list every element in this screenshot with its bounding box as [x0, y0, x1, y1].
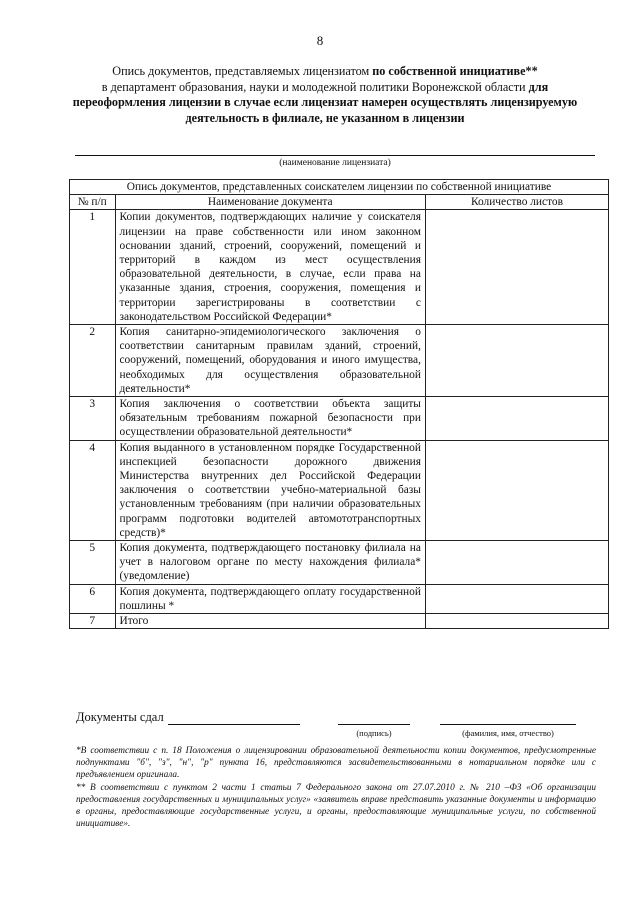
header-qty: Количество листов	[425, 195, 608, 210]
header-name: Наименование документа	[115, 195, 425, 210]
table-header-row	[70, 195, 609, 210]
row-num: 3	[70, 397, 116, 441]
row-num: 6	[70, 584, 116, 613]
signature-line[interactable]	[338, 724, 410, 725]
licensee-name-line	[75, 155, 595, 156]
row-name: Копия выданного в установленном порядке Государственной инспекцией безопасности дорожного движения Министерства внутренних дел Российской Федерации заключения о соответствии учебно-материальной базы установленным требованиям (при наличии образовательных программ подготовки водителей автомототранспортных средств)*	[115, 440, 425, 540]
document-title	[60, 64, 590, 126]
row-num: 7	[70, 614, 116, 629]
row-name: Копия санитарно-эпидемиологического заключения о соответствии санитарным правилам зданий, строений, сооружений, помещений, оборудования и иного имущества, необходимых для осуществления образовательной деятельности*	[115, 325, 425, 397]
page-number: 8	[316, 33, 324, 48]
title-part-1: Опись документов, представляемых лицензиатом	[112, 64, 373, 78]
row-name: Итого	[115, 614, 425, 629]
table-caption: Опись документов, представленных соискателем лицензии по собственной инициативе	[70, 180, 609, 195]
title-part-3-bold: переоформления лицензии в случае если лицензиат намерен осуществлять лицензируемую деятельность в филиале, не указанном в лицензии	[72, 95, 578, 125]
submitted-by-label: Документы сдал	[76, 710, 164, 724]
footnote-1: *В соответствии с п. 18 Положения о лицензировании образовательной деятельности копии документов, предусмотренные подпунктами "б", "з", "н", "р" пункта 16, представляются засвидетельствованными в нотариальном порядке или с предъявлением оригинала.	[76, 746, 596, 780]
row-num: 2	[70, 325, 116, 397]
title-part-2-bold: для	[528, 79, 549, 94]
footnote-2: ** В соответствии с пунктом 2 части 1 статьи 7 Федерального закона от 27.07.2010 г. № 210 –ФЗ «Об организации предоставления государственных и муниципальных услуг» «заявитель вправе представить указанные документы и информацию в органы, предоставляющие государственные услуги, и органы, предоставляющие муниципальные услуги, по собственной инициативе».	[76, 783, 596, 829]
licensee-caption: (наименование лицензиата)	[279, 158, 391, 168]
table-row	[70, 541, 609, 585]
row-qty[interactable]	[425, 440, 608, 540]
signature-block	[0, 710, 640, 750]
title-part-1-bold: по собственной инициативе**	[372, 64, 538, 78]
row-name: Копия документа, подтверждающего оплату государственной пошлины *	[115, 584, 425, 613]
full-name-caption: (фамилия, имя, отчество)	[462, 728, 554, 738]
row-name: Копия документа, подтверждающего постановку филиала на учет в налоговом органе по месту нахождения филиала* (уведомление)	[115, 541, 425, 585]
table-row	[70, 440, 609, 540]
signature-caption: (подпись)	[356, 728, 392, 738]
title-part-2: в департамент образования, науки и молодежной политики Воронежской области	[101, 79, 529, 94]
table-row	[70, 210, 609, 325]
documents-table	[69, 179, 609, 629]
row-qty[interactable]	[425, 541, 608, 585]
row-qty[interactable]	[425, 614, 608, 629]
table-row-total	[70, 614, 609, 629]
table-row	[70, 584, 609, 613]
submitter-line[interactable]	[168, 724, 300, 725]
table-row	[70, 397, 609, 441]
row-num: 1	[70, 210, 116, 325]
full-name-line[interactable]	[440, 724, 576, 725]
header-num: № п/п	[70, 195, 116, 210]
row-num: 4	[70, 440, 116, 540]
row-qty[interactable]	[425, 584, 608, 613]
row-qty[interactable]	[425, 397, 608, 441]
row-name: Копия заключения о соответствии объекта защиты обязательным требованиям пожарной безопасности при осуществлении образовательной деятельности*	[115, 397, 425, 441]
table-row	[70, 325, 609, 397]
row-name: Копии документов, подтверждающих наличие у соискателя лицензии на праве собственности или ином законном основании зданий, строений, сооружений, помещений и территорий в каждом из мест осуществления образовательной деятельности, в случае, если права на указанные здания, строения, сооружения, помещения и территории зарегистрированы в соответствии с законодательством Российской Федерации*	[115, 210, 425, 325]
row-num: 5	[70, 541, 116, 585]
row-qty[interactable]	[425, 325, 608, 397]
row-qty[interactable]	[425, 210, 608, 325]
